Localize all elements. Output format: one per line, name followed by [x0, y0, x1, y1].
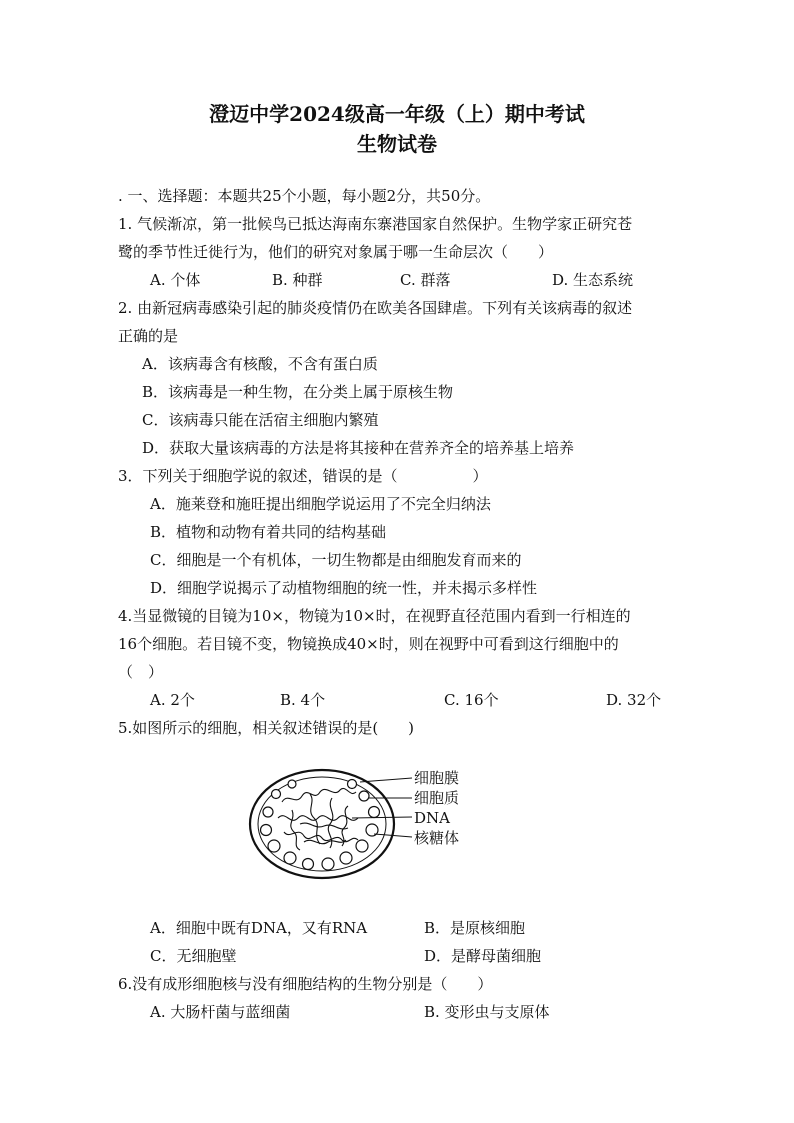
q4-option-c: C. 16个 — [444, 691, 499, 709]
label-dna: DNA — [414, 809, 450, 827]
q2-option-b: B．该病毒是一种生物，在分类上属于原核生物 — [142, 383, 454, 401]
q2-line-1: 2. 由新冠病毒感染引起的肺炎疫情仍在欧美各国肆虐。下列有关该病毒的叙述 — [118, 299, 633, 317]
q5-option-c: C．无细胞壁 — [150, 947, 237, 965]
q3-option-c: C．细胞是一个有机体，一切生物都是由细胞发育而来的 — [150, 551, 522, 569]
label-cell-membrane: 细胞膜 — [414, 769, 460, 787]
q1-line-1: 1. 气候渐凉，第一批候鸟已抵达海南东寨港国家自然保护。生物学家正研究苍 — [118, 215, 633, 233]
q4-line-2: 16个细胞。若目镜不变，物镜换成40×时，则在视野中可看到这行细胞中的 — [118, 635, 619, 653]
q1-line-2: 鹭的季节性迁徙行为，他们的研究对象属于哪一生命层次（ ） — [118, 243, 554, 261]
q4-option-b: B. 4个 — [280, 691, 326, 709]
q2-option-c: C．该病毒只能在活宿主细胞内繁殖 — [142, 411, 379, 429]
q2-line-2: 正确的是 — [118, 327, 179, 345]
q3-option-b: B．植物和动物有着共同的结构基础 — [150, 523, 387, 541]
q4-line-3: （ ） — [118, 663, 164, 681]
label-cytoplasm: 细胞质 — [414, 789, 460, 807]
exam-title: 澄迈中学2024级高一年级（上）期中考试 — [209, 102, 585, 126]
q1-option-c: C. 群落 — [400, 271, 451, 289]
q4-option-a: A. 2个 — [150, 691, 195, 709]
q3-line-1: 3．下列关于细胞学说的叙述，错误的是（ ） — [118, 467, 488, 485]
q1-option-d: D. 生态系统 — [552, 271, 634, 289]
q2-option-d: D．获取大量该病毒的方法是将其接种在营养齐全的培养基上培养 — [142, 439, 575, 457]
q6-line-1: 6.没有成形细胞核与没有细胞结构的生物分别是（ ） — [118, 975, 493, 993]
prokaryotic-cell-figure — [240, 762, 490, 892]
q5-line-1: 5.如图所示的细胞，相关叙述错误的是( ) — [118, 719, 415, 737]
q5-option-b: B．是原核细胞 — [424, 919, 526, 937]
exam-subtitle: 生物试卷 — [357, 132, 437, 156]
q2-option-a: A．该病毒含有核酸，不含有蛋白质 — [142, 355, 378, 373]
q1-option-b: B. 种群 — [272, 271, 323, 289]
q5-option-d: D．是酵母菌细胞 — [424, 947, 542, 965]
q6-option-b: B. 变形虫与支原体 — [424, 1003, 550, 1021]
q6-option-a: A. 大肠杆菌与蓝细菌 — [150, 1003, 291, 1021]
label-ribosome: 核糖体 — [414, 829, 460, 847]
q5-option-a: A．细胞中既有DNA，又有RNA — [150, 919, 368, 937]
q3-option-a: A．施莱登和施旺提出细胞学说运用了不完全归纳法 — [150, 495, 491, 513]
q4-line-1: 4.当显微镜的目镜为10×，物镜为10×时，在视野直径范围内看到一行相连的 — [118, 607, 631, 625]
section-heading: . 一、选择题：本题共25个小题，每小题2分，共50分。 — [118, 187, 491, 205]
q3-option-d: D．细胞学说揭示了动植物细胞的统一性，并未揭示多样性 — [150, 579, 538, 597]
q4-option-d: D. 32个 — [606, 691, 662, 709]
q1-option-a: A. 个体 — [150, 271, 201, 289]
